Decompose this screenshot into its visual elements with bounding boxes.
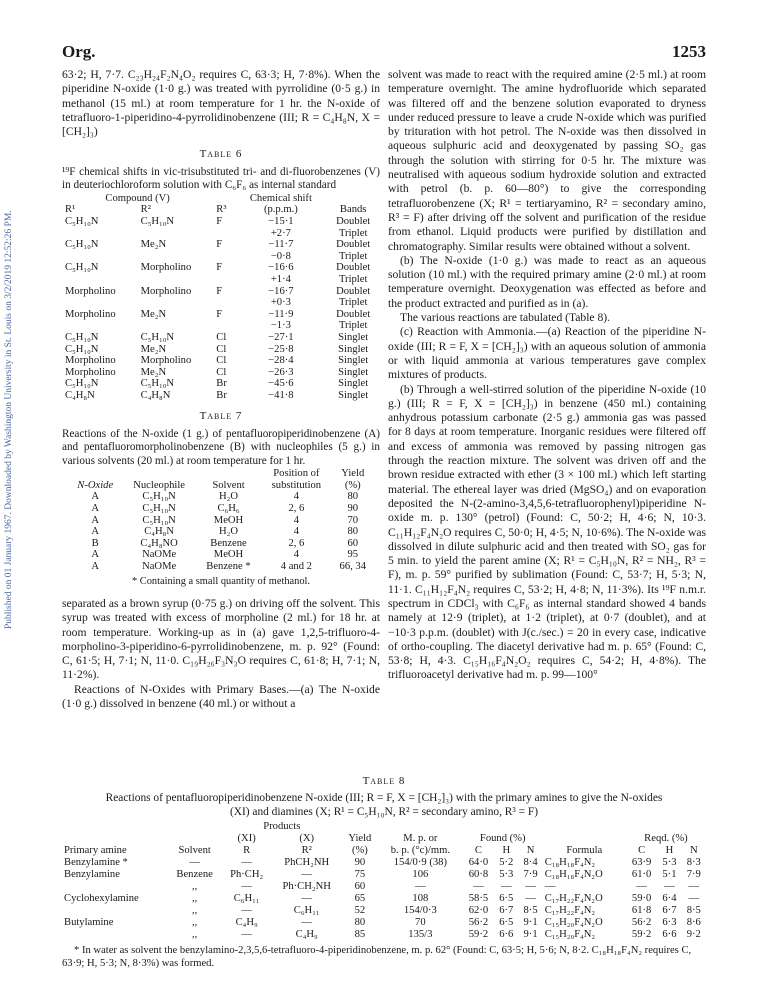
table8-footnote: * In water as solvent the benzylamino-2,3,5,6-tetrafluoro-4-piperidinobenzene, m. p. 62° (Found: C, 63·5; H, 5·6; N, 8·2. C₁₈H₁₈F₄N₂ requires C, 63·9; H, 5·3; N, 8·3%) was formed.: [62, 945, 692, 969]
table-cell: C₆H₁₁: [293, 905, 320, 917]
table-cell: 2, 6: [288, 537, 305, 549]
table8-description: Reactions of pentafluoropiperidinobenzene N-oxide (III; R = F, X = [CH₂]₃) with the primary amines to give the N-oxides (XI) and diamines (X; R¹ = C₅H₁₀N, R² = secondary amino, R³ = F): [105, 792, 663, 818]
table-cell: MeOH: [213, 549, 244, 561]
table-row: [62, 893, 706, 905]
table-cell: Benzylamine: [64, 869, 120, 881]
table8-head: Products: [263, 821, 301, 833]
table-cell: C₁₈H₁₈F₄N₂O: [544, 869, 603, 881]
table-cell: 65: [354, 893, 366, 905]
table-cell: Singlet: [338, 355, 369, 367]
table-cell: Benzene *: [206, 561, 251, 573]
paragraph: solvent was made to react with the required amine (2·5 ml.) at room temperature overnight. The amine hydrofluoride which separated was filtered off and the benzene solution evaporated to dryness under reduced pressure to leave a crude N-oxide which was purified by trituration with hot petrol. The N-oxide was then dissolved in aqueous sulphuric acid and deoxygenated by passing SO₂ gas through the solution with stirring for 0·5 hr. The mixture was neutralised with aqueous sodium hydroxide solution and extracted with petrol (b. p. 60—80°) to give the corresponding tetrafluorobenzene (X; R¹ = tertiaryamino, R² = secondary amino, R³ = F) after driving off the solvent and purification of the residue from ethanol. Liquid products were purified by distillation and chromatography. Similar results were obtained without a solvent.: [388, 68, 706, 253]
table-row: [62, 917, 706, 929]
table-cell: 6·6: [499, 929, 514, 941]
table-cell: 8·3: [686, 857, 701, 869]
table-cell: A: [91, 514, 100, 526]
table-cell: 58·5: [468, 893, 489, 905]
table-cell: Cyclohexylamine: [64, 893, 139, 905]
table-row: [62, 309, 380, 332]
table-cell: C₅H₁₀N: [65, 239, 99, 251]
table8-head: b. p. (°c)/mm.: [390, 845, 450, 857]
table-cell: 4 and 2: [280, 561, 312, 573]
table8-head: R: [243, 845, 251, 857]
table8-head: M. p. or: [403, 833, 438, 845]
table-cell: 9·1: [523, 929, 538, 941]
table-cell: —: [301, 893, 312, 905]
paragraph: Reactions of N-Oxides with Primary Bases.—(a) The N-oxide (1·0 g.) dissolved in benzene (40 ml.) or without a: [62, 682, 380, 710]
table-cell: C₅H₁₀N: [142, 491, 176, 503]
table-row: [68, 503, 373, 515]
page-number: 1253: [672, 42, 706, 61]
table-cell: C₁₇H₂₂F₄N₂: [544, 905, 596, 917]
table-cell: Morpholino: [65, 366, 116, 378]
table8-head: R²: [301, 845, 312, 857]
table-cell: A: [91, 503, 100, 515]
table-cell: 7·9: [686, 869, 701, 881]
table-row: [62, 390, 380, 402]
table8-caption: Table 8: [362, 775, 406, 787]
table-cell: 9·2: [686, 929, 701, 941]
table-cell: MeOH: [213, 514, 244, 526]
table-cell: 6·6: [662, 929, 677, 941]
table8-head: (X): [299, 833, 315, 845]
table-cell: C₆H₆: [217, 503, 240, 515]
table8-head: (%): [351, 845, 368, 857]
table-cell: 66, 34: [339, 561, 367, 573]
table-cell: F: [216, 285, 223, 297]
table-cell: Me₂N: [140, 308, 167, 320]
table-cell: ,,: [192, 905, 198, 917]
table-cell: 8·6: [686, 917, 701, 929]
table-cell: C₄H₈N: [144, 526, 174, 538]
table-cell: 6·7: [662, 905, 677, 917]
table-row: [62, 378, 380, 390]
table-cell: Me₂N: [140, 366, 167, 378]
table-cell: 6·4: [662, 893, 677, 905]
table-cell: 80: [347, 526, 359, 538]
paragraph: The various reactions are tabulated (Table 8).: [400, 311, 611, 325]
table-cell: C₅H₁₀N: [65, 378, 99, 390]
table6-head: Bands: [339, 204, 367, 216]
table-cell: 60: [347, 537, 359, 549]
table6-description: ¹⁹F chemical shifts in vic-trisubstituted tri- and di-fluorobenzenes (V) in deuteriochloroform solution with C₆F₆ as internal standard: [62, 165, 380, 192]
table-cell: 8·5: [686, 905, 701, 917]
table-cell: 4: [293, 526, 300, 538]
table-cell: —: [664, 881, 675, 893]
table-cell: 6·7: [499, 905, 514, 917]
table-cell: −45·6: [268, 378, 294, 390]
table7: [68, 468, 373, 572]
table-cell: Ph·CH₂: [230, 869, 264, 881]
table-cell: 60: [354, 881, 366, 893]
table-cell: F: [216, 215, 223, 227]
paragraph: separated as a brown syrup (0·75 g.) on driving off the solvent. This syrup was treated with excess of morpholine (2 ml.) for 18 hr. at room temperature. Working-up as in (a) gave 1,2,5-trifluoro-4-morpholino-3-piperidino-6-pyrrolidinobenzene, m. p. 92° (Found: C, 61·5; H, 7·1; N, 11·0. C₁₉H₂₆F₃N₃O requires C, 61·8; H, 7·1; N, 11·2%).: [62, 596, 380, 682]
table-cell: −11·9 −1·3: [268, 308, 294, 332]
table8-head: Formula: [566, 845, 603, 857]
table-cell: Benzene: [176, 869, 213, 881]
table-cell: 56·2: [468, 917, 489, 929]
table-cell: H₂O: [219, 526, 238, 538]
table8-block: [62, 775, 706, 981]
table-cell: Cl: [216, 366, 227, 378]
table8-head: Reqd. (%): [644, 833, 688, 845]
table-cell: C₅H₁₀N: [142, 503, 176, 515]
table-cell: 8·5: [523, 905, 538, 917]
table8-head: Found (%): [479, 833, 526, 845]
left-column: [62, 68, 380, 711]
table-cell: C₅H₁₀N: [65, 262, 99, 274]
table-cell: 154/0·9 (38): [393, 857, 447, 869]
table-cell: Doublet Triplet: [336, 215, 371, 239]
table-cell: ,,: [192, 929, 198, 941]
table-cell: C₁₈H₁₈F₄N₂: [544, 857, 596, 869]
table-cell: 154/0·3: [403, 905, 437, 917]
table-cell: Doublet Triplet: [336, 239, 371, 262]
table-cell: —: [544, 881, 556, 893]
table-cell: 4: [293, 491, 300, 503]
table-row: [68, 515, 373, 527]
table-cell: C₄H₈NO: [140, 537, 178, 549]
table-cell: Br: [216, 378, 227, 390]
table-cell: 4: [293, 514, 300, 526]
table6-head: R²: [140, 204, 151, 216]
table-cell: —: [500, 881, 512, 893]
table6-caption: Table 6: [199, 148, 243, 161]
table-cell: —: [241, 857, 252, 869]
table-cell: —: [301, 917, 312, 929]
table-cell: F: [216, 262, 223, 274]
table-cell: Morpholino: [140, 262, 192, 274]
table7-head: Solvent: [212, 479, 245, 491]
table-cell: C₅H₁₀N: [65, 331, 99, 343]
table-cell: −41·8: [268, 389, 294, 401]
table-cell: Doublet Triplet: [336, 308, 371, 332]
table-cell: [62, 929, 168, 941]
table-row: [62, 239, 380, 262]
table-cell: ,,: [192, 881, 198, 893]
table7-caption: Table 7: [199, 410, 243, 423]
table-cell: A: [91, 549, 100, 561]
table-row: [62, 344, 380, 356]
table-cell: 90: [347, 503, 359, 515]
table-cell: Singlet: [338, 389, 369, 401]
table-row: [68, 538, 373, 550]
paragraph: 63·2; H, 7·7. C₂₃H₂₄F₂N₄O₂ requires C, 63·3; H, 7·8%). When the piperidine N-oxide (1·0 g.) was treated with pyrrolidine (0·5 g.) in methanol (15 ml.) at room temperature for 1 hr. the N-oxide of tetrafluoro-1-piperidino-4-pyrrolidinobenzene (III; R = C₄H₈N, X = [CH₂]₃): [62, 68, 380, 139]
table-cell: 59·2: [468, 929, 489, 941]
table-cell: ,,: [192, 917, 198, 929]
table-cell: Singlet: [338, 378, 369, 390]
table-cell: NaOMe: [142, 561, 177, 573]
table-cell: Singlet: [338, 331, 369, 343]
table-row: [62, 857, 706, 869]
table7-head: N-Oxide: [77, 479, 114, 491]
table-row: [62, 869, 706, 881]
table-cell: Benzene: [210, 537, 247, 549]
table-cell: —: [636, 881, 647, 893]
table-cell: 5·2: [499, 857, 514, 869]
table7-head: (%): [344, 479, 361, 491]
paragraph: (c) Reaction with Ammonia.—(a) Reaction of the piperidine N-oxide (III; R = F, X = [CH₂]₃) with an aqueous solution of ammonia or with liquid ammonia at various temperatures gave complex mixtures of products.: [388, 325, 706, 382]
table-cell: —: [688, 893, 700, 905]
table-cell: 6·3: [662, 917, 677, 929]
table-cell: Me₂N: [140, 239, 167, 251]
table8-head: N: [526, 845, 535, 857]
table-cell: 56·2: [631, 917, 652, 929]
table8-head: Primary amine: [64, 845, 127, 857]
table-cell: 64·0: [468, 857, 489, 869]
table-cell: −28·4: [268, 355, 294, 367]
table8-head: (XI): [237, 833, 256, 845]
table-cell: −11·7 −0·8: [268, 239, 294, 262]
table-cell: 52: [354, 905, 366, 917]
table-cell: —: [473, 881, 484, 893]
table-cell: ,,: [192, 893, 198, 905]
table-cell: —: [301, 869, 312, 881]
table7-head: Nucleophile: [133, 479, 186, 491]
table-row: [62, 905, 706, 917]
table-cell: Cl: [216, 355, 227, 367]
table8-head: H: [502, 845, 511, 857]
table6: [62, 193, 380, 402]
table-row: [62, 367, 380, 379]
table-cell: C₁₅H₂₀F₄N₂: [544, 929, 596, 941]
table-cell: —: [525, 881, 536, 893]
table6-head: (p.p.m.): [263, 204, 298, 216]
table-cell: —: [189, 857, 200, 869]
table-cell: −16·7 +0·3: [268, 285, 294, 309]
table-cell: —: [241, 929, 252, 941]
table-cell: C₄H₉: [235, 917, 258, 929]
table-cell: −25·8: [268, 343, 294, 355]
table-row: [62, 355, 380, 367]
table-cell: A: [91, 491, 100, 503]
table-row: [62, 929, 706, 941]
table6-head: R¹: [65, 204, 76, 216]
table-cell: C₄H₈N: [65, 389, 95, 401]
table-cell: 60·8: [468, 869, 489, 881]
table-row: [62, 881, 706, 893]
table-row: [68, 491, 373, 503]
table-cell: 90: [354, 857, 366, 869]
table-cell: 7·9: [523, 869, 538, 881]
table-cell: H₂O: [219, 491, 238, 503]
table-cell: Cl: [216, 343, 227, 355]
download-notice: Published on 01 January 1967. Downloaded by Washington University in St. Louis on 3/2/2019 12:52:26 PM.: [4, 210, 14, 630]
table-cell: 70: [347, 514, 359, 526]
table-cell: Me₂N: [140, 343, 167, 355]
table-cell: Singlet: [338, 366, 369, 378]
table-cell: 95: [347, 549, 359, 561]
paragraph: (b) Through a well-stirred solution of the piperidine N-oxide (10 g.) (III; R = F, X = [CH₂]₃) in benzene (450 ml.) containing anhydrous potassium carbonate (2·5 g.) ammonia gas was passed for 8 days at room temperature. Inorganic residues were filtered off and excess of ammonia was removed by passing nitrogen gas through the reaction mixture. The solvent was driven off and the brown residue extracted with ether (3 × 100 ml.) which left starting material. The ethereal layer was dried (MgSO₄) and on evaporation deposited the N-(2-amino-3,4,5,6-tetrafluorophenyl)piperidine N-oxide m. p. 130° (petrol) (Found: C, 50·2; H, 4·6; N, 10·3. C₁₁H₁₂F₄N₂O requires C, 50·0; H, 4·5; N, 10·6%). The N-oxide was dissolved in dilute sulphuric acid and then treated with SO₂ gas for 5 min. to yield the parent amine (X; R¹ = C₅H₁₀N, R² = NH₂, R³ = F), m. p. 59° purified by sublimation (Found: C, 53·7; H, 5·3; N, 11·1. C₁₁H₁₂F₄N₂ requires C, 53·2; H, 4·8; N, 11·3%). Its ¹⁹F n.m.r. spectrum in CDCl₃ with C₆F₆ as internal standard showed 4 bands namely at 12·9 (triplet), at 1·2 (triplet), at 0·7 (doublet), and at −10·3 p.p.m. (doublet) with J(c./sec.) = 20 in every case, indicative of ortho-coupling. The diacetyl derivative had m. p. 65° (Found: C, 53·8; H, 4·3. C₁₅H₁₆F₄N₂O₂ requires C, 54·2; H, 4·8%). The trifluoroacetyl derivative had m. p. 99—100°: [388, 382, 706, 682]
table-cell: 61·0: [631, 869, 652, 881]
table-cell: PhCH₂NH: [284, 857, 330, 869]
table6-head: R³: [216, 204, 227, 216]
table-cell: 80: [347, 491, 359, 503]
table-cell: Doublet Triplet: [336, 262, 371, 285]
table-cell: Cl: [216, 331, 227, 343]
table-cell: 9·1: [523, 917, 538, 929]
table-cell: 61·8: [631, 905, 652, 917]
table-cell: Morpholino: [65, 308, 116, 320]
table-cell: C₅H₁₀N: [142, 514, 176, 526]
table-cell: Morpholino: [65, 285, 116, 297]
table7-head: [68, 468, 122, 480]
table-cell: 8·4: [523, 857, 538, 869]
table7-head: Yield: [341, 468, 365, 480]
table-cell: 59·2: [631, 929, 652, 941]
table-cell: [62, 881, 168, 893]
table-cell: C₄H₉: [295, 929, 318, 941]
table-cell: B: [91, 537, 99, 549]
table-cell: C₅H₁₀N: [140, 215, 175, 227]
table8: [62, 821, 706, 941]
table-cell: 5·3: [662, 857, 677, 869]
table-cell: Morpholino: [65, 355, 116, 367]
table-cell: Ph·CH₂NH: [282, 881, 331, 893]
table-cell: Benzylamine *: [64, 857, 128, 869]
table-cell: —: [241, 881, 252, 893]
table-cell: —: [415, 881, 426, 893]
table8-head: Yield: [348, 833, 372, 845]
table-cell: C₆H₁₁: [233, 893, 260, 905]
table-cell: 6·5: [499, 893, 514, 905]
table8-head: C: [474, 845, 482, 857]
table7-description: Reactions of the N-oxide (1 g.) of pentafluoropiperidinobenzene (A) and pentafluoromorpholinobenzene (B) with nucleophiles (5 g.) in various solvents (20 ml.) at room temperature for 1 hr.: [62, 427, 380, 467]
table-cell: 59·0: [631, 893, 652, 905]
table-cell: 6·5: [499, 917, 514, 929]
table-cell: —: [525, 893, 536, 905]
table-cell: 108: [412, 893, 429, 905]
table-cell: 62·0: [468, 905, 489, 917]
table-row: [68, 526, 373, 538]
table-cell: Br: [216, 389, 227, 401]
table-cell: A: [91, 561, 100, 573]
table-cell: 5·1: [662, 869, 677, 881]
table7-footnote: * Containing a small quantity of methanol.: [131, 575, 311, 587]
table-cell: −27·1: [268, 331, 294, 343]
table8-head: C: [638, 845, 646, 857]
journal-section: Org.: [62, 42, 96, 61]
table-row: [68, 549, 373, 561]
table7-head: substitution: [271, 479, 322, 491]
paragraph: (b) The N-oxide (1·0 g.) was made to react as an aqueous solution (10 ml.) with the required primary amine (2·0 ml.) at room temperature overnight. Deoxygenation was effected as before and the product extracted and purified as in (a).: [388, 253, 706, 310]
table6-head: Compound (V): [105, 192, 170, 204]
table-row: [62, 286, 380, 309]
table-cell: Doublet Triplet: [336, 285, 371, 309]
table-cell: 135/3: [408, 929, 433, 941]
table-cell: C₄H₈N: [140, 389, 171, 401]
table8-head: N: [689, 845, 698, 857]
table-cell: C₅H₁₀N: [140, 378, 175, 390]
table-row: [62, 262, 380, 285]
table-cell: NaOMe: [142, 549, 177, 561]
table8-head: Solvent: [178, 845, 211, 857]
table-cell: 70: [415, 917, 426, 929]
table-cell: −26·3: [268, 366, 294, 378]
table-cell: Butylamine: [64, 917, 114, 929]
table-cell: C₅H₁₀N: [65, 215, 99, 227]
table-cell: —: [688, 881, 700, 893]
table-cell: F: [216, 239, 223, 251]
table-row: [68, 561, 373, 573]
table-cell: A: [91, 526, 100, 538]
table-row: [62, 332, 380, 344]
table-cell: C₅H₁₀N: [140, 331, 175, 343]
table-cell: Morpholino: [140, 285, 192, 297]
table-cell: 2, 6: [288, 503, 305, 515]
table7-head: [196, 468, 261, 480]
table-cell: Morpholino: [140, 355, 192, 367]
table-cell: [62, 905, 168, 917]
table-cell: 85: [354, 929, 366, 941]
table7-head: Position of: [273, 468, 320, 480]
table-cell: C₅H₁₀N: [65, 343, 99, 355]
table-cell: −16·6 +1·4: [268, 262, 294, 285]
table7-head: [122, 468, 196, 480]
table-cell: C₁₇H₂₂F₄N₂O: [544, 893, 603, 905]
table-cell: C₁₅H₂₀F₄N₂O: [544, 917, 603, 929]
table-cell: —: [241, 905, 252, 917]
table-cell: Singlet: [338, 343, 369, 355]
table-cell: 4: [293, 549, 300, 561]
table-cell: 80: [354, 917, 366, 929]
right-column: [388, 68, 706, 683]
table6-head: Chemical shift: [249, 192, 312, 204]
table-cell: 106: [412, 869, 429, 881]
table-cell: 75: [354, 869, 366, 881]
table-cell: 63·9: [631, 857, 652, 869]
table-row: [62, 216, 380, 239]
table-cell: −15·1 +2·7: [268, 215, 294, 239]
table8-head: H: [665, 845, 674, 857]
table-cell: F: [216, 308, 223, 320]
table-cell: 5·3: [499, 869, 514, 881]
